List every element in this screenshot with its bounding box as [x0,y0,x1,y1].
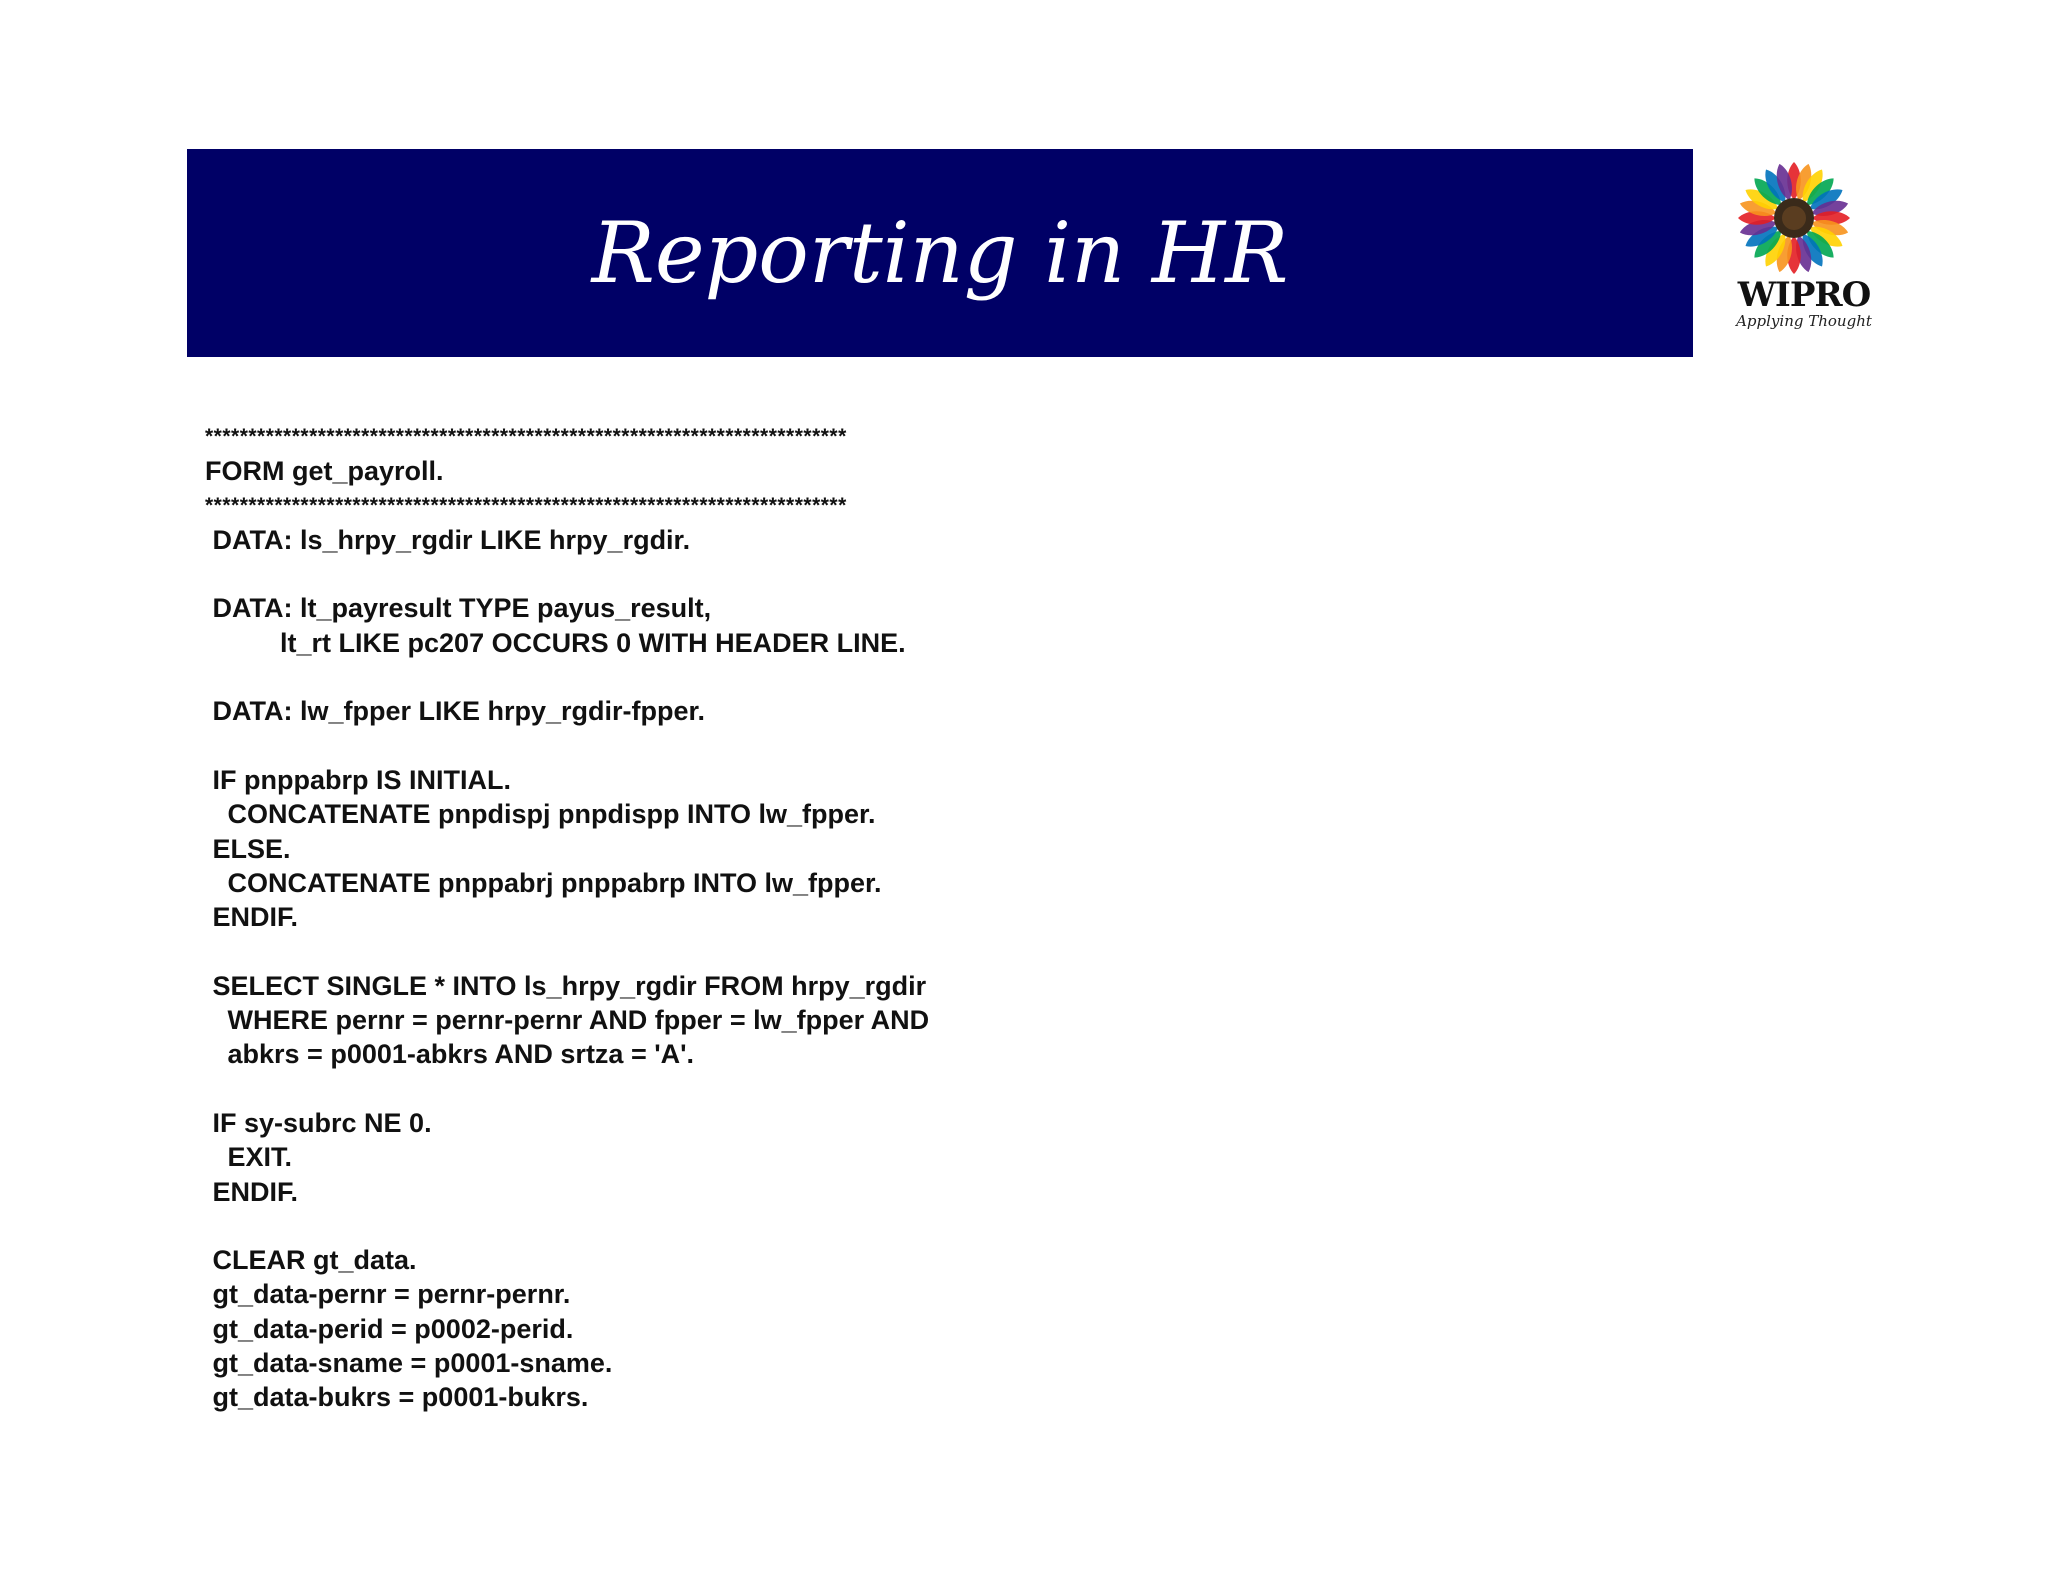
code-line: ************************************************************************** [205,425,847,448]
wipro-logo [1720,160,1900,340]
code-line: ENDIF. [205,1176,299,1207]
code-line: gt_data-sname = p0001-sname. [205,1348,613,1379]
code-line: CONCATENATE pnppabrj pnppabrp INTO lw_fpper. [205,867,882,898]
code-line: lt_rt LIKE pc207 OCCURS 0 WITH HEADER LINE. [205,627,906,658]
abap-code-block [205,420,1405,1415]
code-line: SELECT SINGLE * INTO ls_hrpy_rgdir FROM hrpy_rgdir [205,970,927,1001]
code-line: EXIT. [205,1142,293,1173]
code-line: IF sy-subrc NE 0. [205,1107,432,1138]
code-line: IF pnppabrp IS INITIAL. [205,764,511,795]
code-line: FORM get_payroll. [205,456,444,487]
code-line: gt_data-bukrs = p0001-bukrs. [205,1382,589,1413]
code-line [205,1072,1405,1106]
code-line: ************************************************************************** [205,493,847,517]
code-line: gt_data-pernr = pernr-pernr. [205,1279,571,1310]
code-line [205,1209,1405,1243]
code-line: DATA: lt_payresult TYPE payus_result, [205,593,712,624]
code-line: DATA: ls_hrpy_rgdir LIKE hrpy_rgdir. [205,524,691,555]
code-line [205,557,1405,591]
code-line: ENDIF. [205,902,299,933]
code-line: ELSE. [205,833,291,864]
title-banner [187,149,1693,357]
code-line: CONCATENATE pnpdispj pnpdispp INTO lw_fpper. [205,799,876,830]
logo-wordmark: WIPRO [1737,275,1871,315]
rainbow-flower-icon [1734,160,1854,280]
code-line [205,660,1405,694]
code-line: WHERE pernr = pernr-pernr AND fpper = lw_fpper AND [205,1005,930,1036]
code-line: gt_data-perid = p0002-perid. [205,1313,574,1344]
code-line: abkrs = p0001-abkrs AND srtza = 'A'. [205,1039,695,1070]
code-line [205,934,1405,968]
logo-tagline: Applying Thought [1736,312,1872,330]
code-line: DATA: lw_fpper LIKE hrpy_rgdir-fpper. [205,696,706,727]
slide-title: Reporting in HR [591,204,1289,302]
code-line [205,729,1405,763]
code-line: CLEAR gt_data. [205,1245,417,1276]
